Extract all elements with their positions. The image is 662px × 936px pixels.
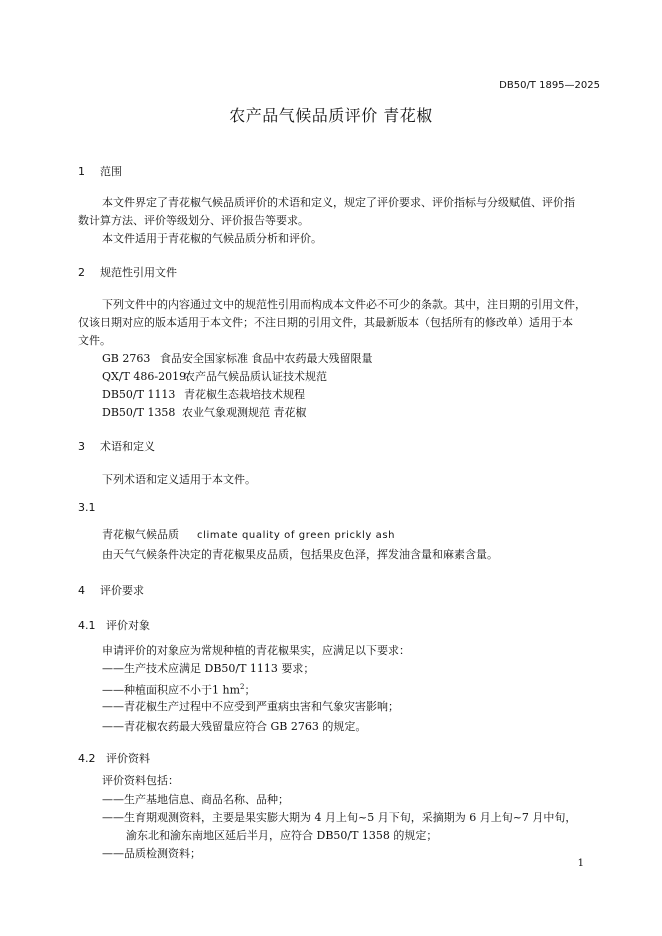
reference-title: 食品安全国家标准 食品中农药最大残留限量 (160, 352, 373, 365)
references-intro-line-3: 文件。 (78, 334, 111, 347)
reference-item (102, 404, 307, 422)
superscript: 2 (240, 683, 245, 691)
term-chinese: 青花椒气候品质 (102, 528, 179, 541)
list-item: ——生产技术应满足 DB50/T 1113 要求； (102, 662, 315, 675)
page-number: 1 (577, 858, 584, 869)
list-item: ——生育期观测资料，主要是果实膨大期为 4 月上旬~5 月下旬，采摘期为 6 月上旬~7 月中旬， (102, 811, 577, 824)
list-item: ——青花椒生产过程中不应受到严重病虫害和气象灾害影响； (102, 700, 399, 713)
section-number: 1 (78, 165, 85, 178)
terms-intro: 下列术语和定义适用于本文件。 (102, 473, 256, 486)
subsection-number: 4.2 (78, 752, 96, 765)
document-id: DB50/T 1895—2025 (499, 80, 600, 91)
references-intro-line-1: 下列文件中的内容通过文中的规范性引用而构成本文件必不可少的条款。其中，注日期的引用文件， (102, 298, 586, 311)
reference-title: 农产品气候品质认证技术规范 (184, 370, 327, 383)
section-title: 规范性引用文件 (100, 266, 177, 279)
reference-item (102, 386, 305, 404)
subsection-heading-4-2 (78, 750, 150, 766)
reference-code: DB50/T 1358 (102, 406, 176, 419)
evaluation-object-intro: 申请评价的对象应为常规种植的青花椒果实，应满足以下要求： (102, 644, 410, 657)
subsection-number: 4.1 (78, 619, 96, 632)
term-definition: 由天气气候条件决定的青花椒果皮品质，包括果皮色泽，挥发油含量和麻素含量。 (102, 548, 498, 561)
reference-title: 青花椒生态栽培技术规程 (184, 388, 305, 401)
reference-code: QX/T 486-2019 (102, 370, 187, 383)
list-item: ——青花椒农药最大残留量应符合 GB 2763 的规定。 (102, 720, 367, 733)
list-item: ——品质检测资料； (102, 847, 201, 860)
list-item-text: ——种植面积应不小于1 hm (102, 683, 241, 697)
section-heading-3 (78, 438, 155, 454)
section-heading-1 (78, 163, 122, 179)
list-item-tail: ； (244, 683, 256, 697)
scope-paragraph-line-2: 数计算方法、评价等级划分、评价报告等要求。 (78, 214, 309, 227)
list-item-continuation: 渝东北和渝东南地区延后半月，应符合 DB50/T 1358 的规定； (126, 829, 438, 842)
subsection-title: 评价资料 (106, 752, 150, 765)
section-title: 范围 (100, 165, 122, 178)
scope-paragraph-2: 本文件适用于青花椒的气候品质分析和评价。 (102, 232, 322, 245)
reference-title: 农业气象观测规范 青花椒 (182, 406, 307, 419)
evaluation-materials-intro: 评价资料包括： (102, 774, 179, 787)
subsection-title: 评价对象 (106, 619, 150, 632)
section-heading-4 (78, 582, 144, 598)
term-entry (102, 523, 395, 542)
section-number: 3 (78, 440, 85, 453)
subsection-number: 3.1 (78, 501, 96, 514)
subsection-heading-4-1 (78, 617, 150, 633)
reference-item (102, 350, 373, 368)
section-number: 2 (78, 266, 85, 279)
page-title: 农产品气候品质评价 青花椒 (229, 106, 433, 125)
list-item (102, 678, 255, 700)
section-heading-2 (78, 264, 177, 280)
scope-paragraph-line-1: 本文件界定了青花椒气候品质评价的术语和定义，规定了评价要求、评价指标与分级赋值、评价指 (102, 196, 575, 209)
reference-code: DB50/T 1113 (102, 388, 176, 401)
reference-code: GB 2763 (102, 352, 151, 365)
section-title: 术语和定义 (100, 440, 155, 453)
term-english: climate quality of green prickly ash (197, 530, 396, 541)
section-number: 4 (78, 584, 85, 597)
references-intro-line-2: 仅该日期对应的版本适用于本文件；不注日期的引用文件，其最新版本（包括所有的修改单）适用于本 (78, 316, 573, 329)
section-title: 评价要求 (100, 584, 144, 597)
reference-item (102, 368, 327, 386)
list-item: ——生产基地信息、商品名称、品种； (102, 793, 289, 806)
